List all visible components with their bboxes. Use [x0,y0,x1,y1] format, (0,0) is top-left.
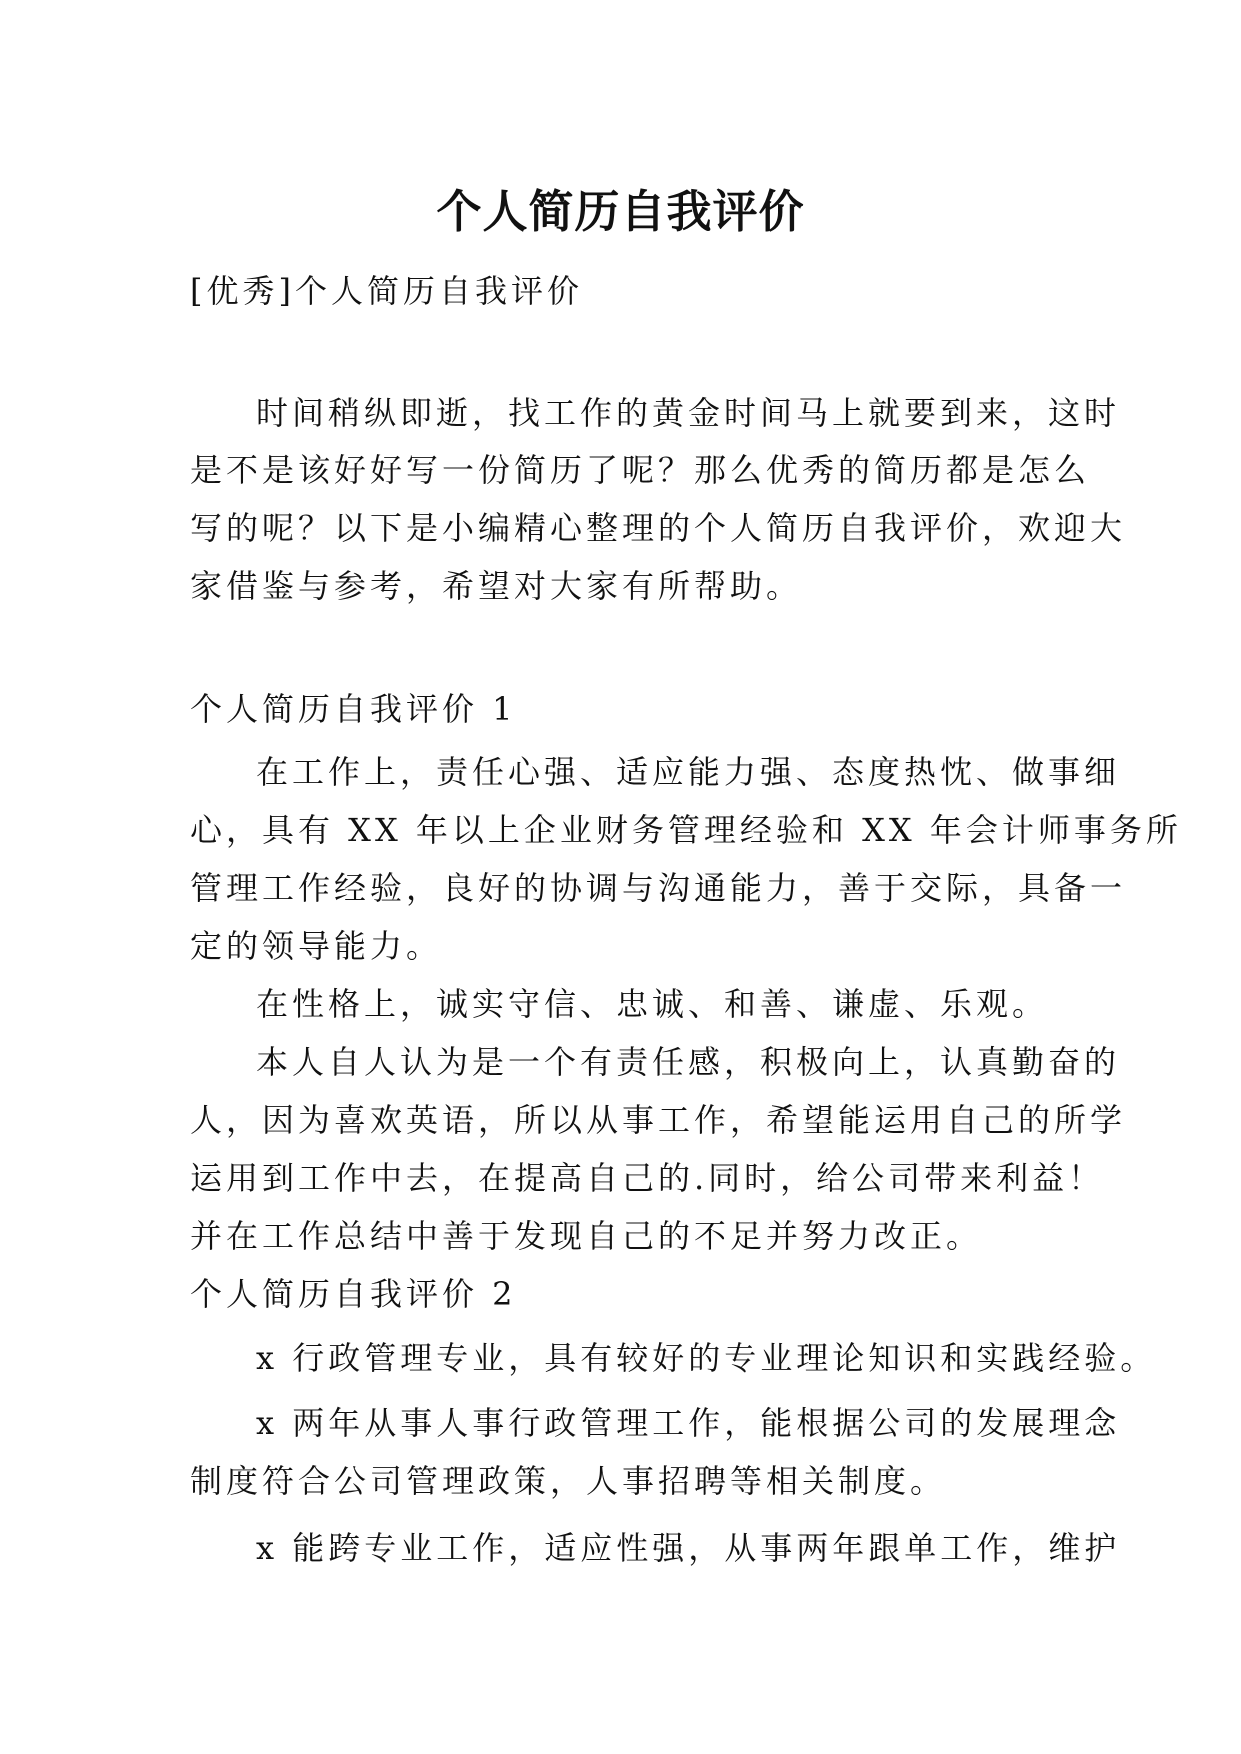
paragraph-line: 并在工作总结中善于发现自己的不足并努力改正。 [190,1217,983,1255]
intro-line: 是不是该好好写一份简历了呢？那么优秀的简历都是怎么 [190,451,1091,489]
paragraph-line: x 行政管理专业，具有较好的专业理论知识和实践经验。 [256,1339,1157,1377]
paragraph-line: 在工作上，责任心强、适应能力强、态度热忱、做事细 [256,753,1121,791]
intro-line: 时间稍纵即逝，找工作的黄金时间马上就要到来，这时 [256,394,1121,432]
paragraph-line: 人，因为喜欢英语，所以从事工作，希望能运用自己的所学 [190,1101,1127,1139]
paragraph-line: 运用到工作中去，在提高自己的.同时，给公司带来利益！ [190,1159,1105,1197]
paragraph-line: 在性格上，诚实守信、忠诚、和善、谦虚、乐观。 [256,985,1049,1023]
paragraph-line: 定的领导能力。 [190,927,443,965]
paragraph-line: 心，具有 XX 年以上企业财务管理经验和 XX 年会计师事务所 [190,811,1182,849]
paragraph-line: 管理工作经验，良好的协调与沟通能力，善于交际，具备一 [190,869,1127,907]
paragraph-line: 本人自人认为是一个有责任感，积极向上，认真勤奋的 [256,1043,1121,1081]
intro-line: 写的呢？以下是小编精心整理的个人简历自我评价，欢迎大 [190,509,1127,547]
paragraph-line: x 能跨专业工作，适应性强，从事两年跟单工作，维护 [256,1529,1121,1567]
section-heading: 个人简历自我评价 1 [190,690,517,728]
section-heading: 个人简历自我评价 2 [190,1275,517,1313]
intro-line: 家借鉴与参考，希望对大家有所帮助。 [190,567,803,605]
document-subtitle: [优秀]个人简历自我评价 [190,272,583,310]
paragraph-line: x 两年从事人事行政管理工作，能根据公司的发展理念 [256,1404,1121,1442]
document-title: 个人简历自我评价 [436,185,805,239]
paragraph-line: 制度符合公司管理政策，人事招聘等相关制度。 [190,1462,947,1500]
